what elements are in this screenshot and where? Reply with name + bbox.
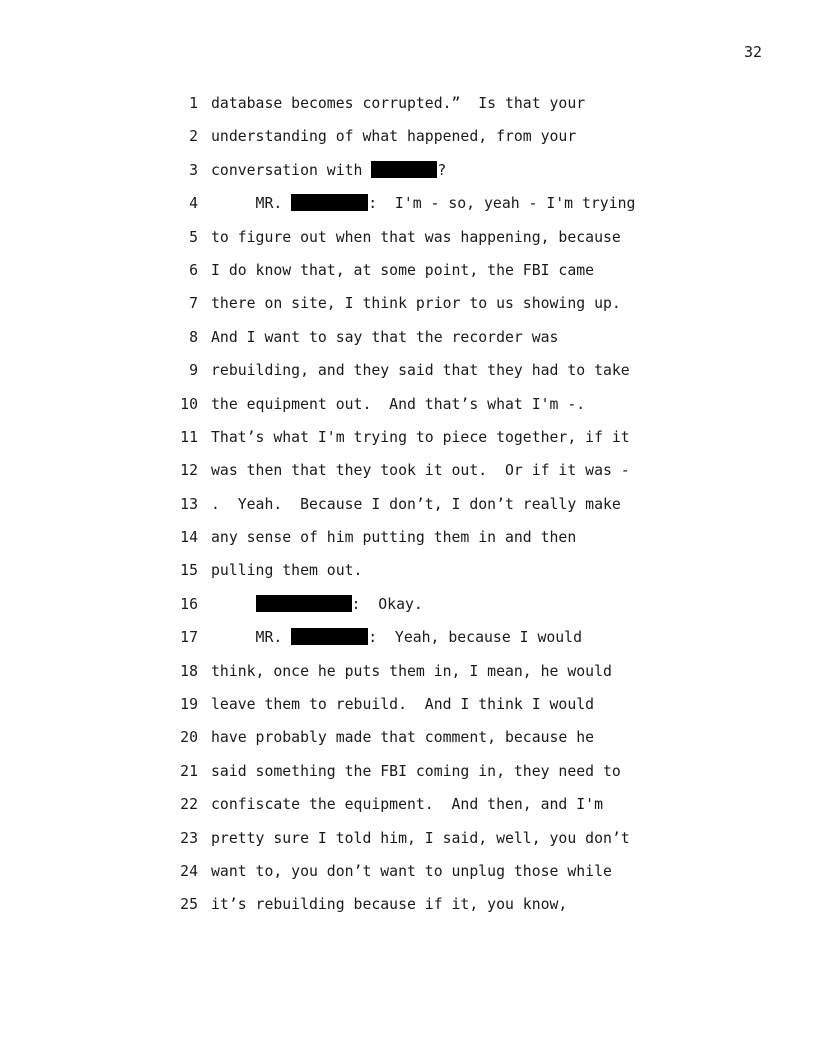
transcript-line: [170, 327, 770, 360]
line-text: was then that they took it out. Or if it was -: [211, 462, 630, 480]
line-text-after-redaction: : Okay.: [351, 595, 423, 613]
page-number: 32: [743, 43, 762, 61]
transcript-line: [170, 828, 770, 861]
line-number: 7: [189, 295, 198, 313]
redaction-block: [291, 194, 368, 211]
line-text: And I want to say that the recorder was: [211, 328, 559, 346]
line-number: 3: [189, 161, 198, 179]
transcript-line: [170, 193, 770, 226]
transcript-line: [170, 527, 770, 560]
line-number: 1: [189, 95, 198, 112]
line-number: 22: [180, 796, 198, 814]
line-text-after-redaction: : I'm - so, yeah - I'm trying: [368, 195, 636, 213]
transcript-line: [170, 394, 770, 427]
line-text: want to, you don’t want to unplug those while: [211, 862, 612, 880]
line-text: [211, 193, 635, 226]
line-number: 24: [180, 862, 198, 880]
transcript-line: [170, 227, 770, 260]
line-text: [211, 627, 582, 660]
line-number: 25: [180, 896, 198, 914]
line-text: confiscate the equipment. And then, and I'm: [211, 796, 603, 814]
line-text: leave them to rebuild. And I think I would: [211, 696, 595, 714]
transcript-body: [170, 93, 770, 928]
line-number: 5: [189, 228, 198, 246]
transcript-line: [170, 794, 770, 827]
transcript-line: [170, 560, 770, 593]
line-text: there on site, I think prior to us showing up.: [211, 295, 621, 313]
line-number: 12: [180, 462, 198, 480]
line-number: 2: [189, 128, 198, 146]
line-number: 21: [180, 762, 198, 780]
line-text: any sense of him putting them in and then: [211, 529, 577, 547]
redaction-block: [291, 628, 368, 645]
line-text: I do know that, at some point, the FBI came: [211, 261, 595, 279]
transcript-line: [170, 427, 770, 460]
transcript-line: [170, 460, 770, 493]
line-number: 20: [180, 729, 198, 747]
line-number: 13: [180, 495, 198, 513]
transcript-line: [170, 293, 770, 326]
transcript-line: [170, 260, 770, 293]
transcript-line: [170, 727, 770, 760]
transcript-line: [170, 93, 770, 126]
line-number: 6: [189, 261, 198, 279]
transcript-line: [170, 694, 770, 727]
redaction-block: [371, 161, 437, 178]
line-number: 14: [180, 529, 198, 547]
line-number: 15: [180, 562, 198, 580]
line-text: database becomes corrupted.” Is that your: [211, 95, 586, 112]
line-text: said something the FBI coming in, they need to: [211, 762, 621, 780]
line-number: 16: [180, 595, 198, 613]
line-text: pretty sure I told him, I said, well, you don’t: [211, 829, 630, 847]
transcript-line: [170, 594, 770, 627]
line-text-before-redaction: conversation with: [211, 161, 372, 179]
transcript-line: [170, 861, 770, 894]
line-text: have probably made that comment, because he: [211, 729, 595, 747]
line-text: it’s rebuilding because if it, you know,: [211, 896, 568, 914]
transcript-line: [170, 627, 770, 660]
transcript-line: [170, 894, 770, 927]
line-text-before-redaction: MR.: [211, 195, 292, 213]
line-number: 17: [180, 629, 198, 647]
line-number: 8: [189, 328, 198, 346]
line-text: pulling them out.: [211, 562, 363, 580]
transcript-line: [170, 494, 770, 527]
line-text: understanding of what happened, from your: [211, 128, 577, 146]
line-number: 19: [180, 696, 198, 714]
line-text: [211, 594, 423, 627]
line-text-before-redaction: [211, 596, 256, 613]
transcript-line: [170, 761, 770, 794]
line-number: 23: [180, 829, 198, 847]
transcript-line: [170, 126, 770, 159]
line-text: think, once he puts them in, I mean, he would: [211, 662, 612, 680]
line-number: 4: [189, 195, 198, 213]
line-number: 10: [180, 395, 198, 413]
line-number: 11: [180, 428, 198, 446]
line-text-before-redaction: MR.: [211, 629, 292, 647]
line-text: to figure out when that was happening, because: [211, 228, 621, 246]
transcript-line: [170, 360, 770, 393]
line-text: That’s what I'm trying to piece together, if it: [211, 428, 630, 446]
line-text-after-redaction: : Yeah, because I would: [368, 629, 582, 647]
line-text: [211, 160, 446, 193]
transcript-line: [170, 160, 770, 193]
line-number: 18: [180, 662, 198, 680]
line-text: the equipment out. And that’s what I'm -.: [211, 395, 586, 413]
line-number: 9: [189, 362, 198, 380]
line-text: rebuilding, and they said that they had to take: [211, 362, 630, 380]
redaction-block: [256, 595, 352, 612]
line-text: . Yeah. Because I don’t, I don’t really make: [211, 495, 621, 513]
line-text-after-redaction: ?: [437, 161, 447, 179]
transcript-line: [170, 661, 770, 694]
